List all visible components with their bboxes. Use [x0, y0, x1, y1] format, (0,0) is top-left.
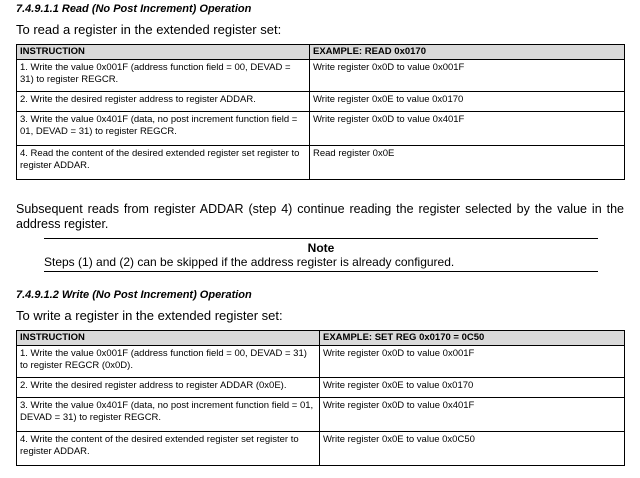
read-instruction-1: 1. Write the value 0x001F (address function field = 00, DEVAD = 31) to register REGCR. — [17, 60, 310, 92]
table-row — [17, 346, 625, 378]
write-example-3: Write register 0x0D to value 0x401F — [320, 398, 625, 432]
note-box — [44, 238, 598, 272]
table-row — [17, 398, 625, 432]
write-instruction-3: 3. Write the value 0x401F (data, no post increment function field = 01, DEVAD = 31) to register REGCR. — [17, 398, 320, 432]
write-instruction-4: 4. Write the content of the desired extended register set register to register ADDAR. — [17, 432, 320, 466]
read-example-3: Write register 0x0D to value 0x401F — [310, 112, 625, 146]
subsequent-reads-paragraph: Subsequent reads from register ADDAR (step 4) continue reading the register selected by the value in the address register. — [16, 202, 624, 231]
table-row — [17, 378, 625, 398]
write-example-1: Write register 0x0D to value 0x001F — [320, 346, 625, 378]
write-example-4: Write register 0x0E to value 0x0C50 — [320, 432, 625, 466]
table-row — [17, 432, 625, 466]
write-table — [16, 330, 625, 466]
write-header-example: EXAMPLE: SET REG 0x0170 = 0C50 — [320, 331, 625, 346]
read-table-header — [17, 45, 625, 60]
table-row — [17, 112, 625, 146]
read-instruction-4: 4. Read the content of the desired extended register set register to register ADDAR. — [17, 146, 310, 180]
read-instruction-3: 3. Write the value 0x401F (data, no post increment function field = 01, DEVAD = 31) to register REGCR. — [17, 112, 310, 146]
write-table-header — [17, 331, 625, 346]
table-row — [17, 92, 625, 112]
read-example-1: Write register 0x0D to value 0x001F — [310, 60, 625, 92]
read-intro: To read a register in the extended register set: — [16, 22, 282, 37]
write-section-title: 7.4.9.1.2 Write (No Post Increment) Operation — [16, 289, 252, 301]
read-table — [16, 44, 625, 180]
read-example-2: Write register 0x0E to value 0x0170 — [310, 92, 625, 112]
note-text: Steps (1) and (2) can be skipped if the address register is already configured. — [44, 255, 455, 269]
write-instruction-1: 1. Write the value 0x001F (address function field = 00, DEVAD = 31) to register REGCR (0x0D). — [17, 346, 320, 378]
read-header-example: EXAMPLE: READ 0x0170 — [310, 45, 625, 60]
read-instruction-2: 2. Write the desired register address to register ADDAR. — [17, 92, 310, 112]
note-title: Note — [307, 241, 335, 255]
table-row — [17, 146, 625, 180]
note-bottom-rule — [44, 271, 598, 272]
write-example-2: Write register 0x0E to value 0x0170 — [320, 378, 625, 398]
read-example-4: Read register 0x0E — [310, 146, 625, 180]
write-intro: To write a register in the extended register set: — [16, 308, 283, 323]
read-section-title: 7.4.9.1.1 Read (No Post Increment) Operation — [16, 3, 252, 15]
table-row — [17, 60, 625, 92]
write-header-instruction: INSTRUCTION — [17, 331, 320, 346]
write-instruction-2: 2. Write the desired register address to register ADDAR (0x0E). — [17, 378, 320, 398]
note-top-rule — [44, 238, 598, 239]
read-header-instruction: INSTRUCTION — [17, 45, 310, 60]
